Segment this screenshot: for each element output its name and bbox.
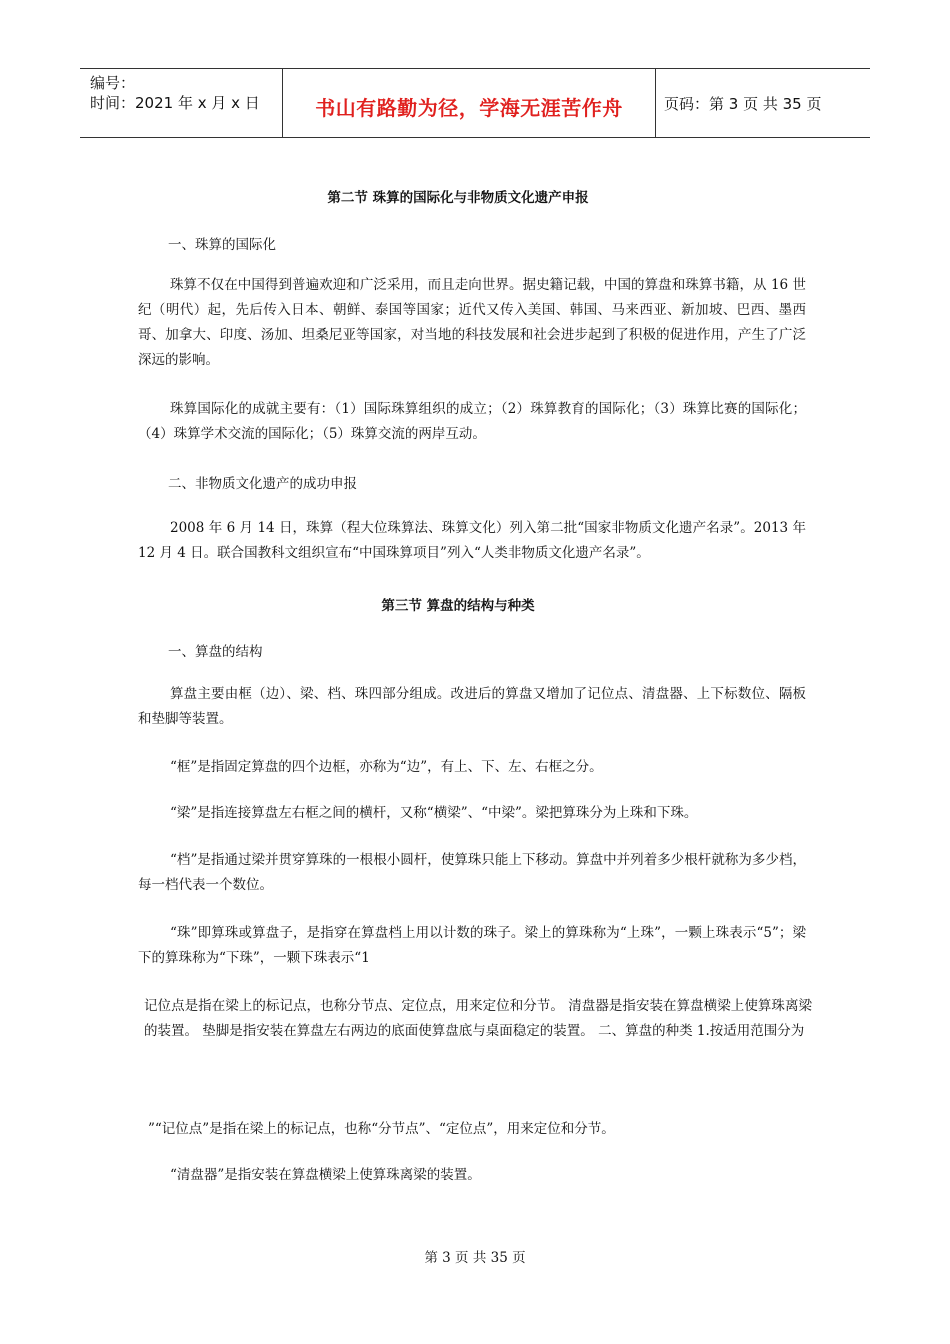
section-2-paragraph-1: 珠算不仅在中国得到普遍欢迎和广泛采用，而且走向世界。据史籍记载，中国的算盘和珠算书籍，从 16 世纪（明代）起，先后传入日本、朝鲜、泰国等国家；近代又传入美国、韩国、马来西亚、新加坡、巴西、墨西哥、加拿大、印度、汤加、坦桑尼亚等国家，对当地的科技发展和社会进步起到了积极的促进作用，产生了广泛深远的影响。 (138, 277, 806, 368)
section-2-paragraph-2: 珠算国际化的成就主要有：（1）国际珠算组织的成立；（2）珠算教育的国际化；（3）珠算比赛的国际化；（4）珠算学术交流的国际化；（5）珠算交流的两岸互动。 (138, 401, 806, 442)
header-page-info (656, 69, 870, 137)
section-3-paragraph-clearer: “清盘器”是指安装在算盘横梁上使算珠离梁的装置。 (170, 1167, 481, 1183)
section-3-paragraph-bead: “珠”即算珠或算盘子，是指穿在算盘档上用以计数的珠子。梁上的算珠称为“上珠”，一颗上珠表示“5”；梁下的算珠称为“下珠”，一颗下珠表示“1 (138, 925, 806, 966)
header-table (80, 68, 870, 138)
section-3-paragraph-marker: ”“记位点”是指在梁上的标记点，也称“分节点”、“定位点”，用来定位和分节。 (148, 1121, 615, 1137)
section-3-paragraph-rod: “档”是指通过梁并贯穿算珠的一根根小圆杆，使算珠只能上下移动。算盘中并列着多少根杆就称为多少档，每一档代表一个数位。 (138, 852, 806, 893)
section-3-paragraph-devices: 记位点是指在梁上的标记点，也称分节点、定位点，用来定位和分节。 清盘器是指安装在算盘横梁上使算珠离梁的装置。 垫脚是指安装在算盘左右两边的底面使算盘底与桌面稳定的装置。 二、算盘的种类 1.按适用范围分为 (144, 998, 812, 1039)
section-2-subheading-1: 一、珠算的国际化 (168, 237, 276, 253)
page-info: 页码：第 3 页 共 35 页 (664, 94, 822, 113)
header-meta (80, 69, 282, 137)
motto: 书山有路勤为径，学海无涯苦作舟 (315, 95, 623, 120)
section-2-subheading-2: 二、非物质文化遗产的成功申报 (168, 476, 357, 492)
section-2-title: 第二节 珠算的国际化与非物质文化遗产申报 (327, 190, 589, 206)
section-3-paragraph-beam: “梁”是指连接算盘左右框之间的横杆，又称“横梁”、“中梁”。梁把算珠分为上珠和下珠。 (170, 805, 698, 821)
section-2-paragraph-3: 2008 年 6 月 14 日，珠算（程大位珠算法、珠算文化）列入第二批“国家非物质文化遗产名录”。2013 年 12 月 4 日。联合国教科文组织宣布“中国珠算项目”列入“人类非物质文化遗产名录”。 (138, 520, 806, 561)
section-3-subheading-1: 一、算盘的结构 (168, 644, 263, 660)
section-3-paragraph-1: 算盘主要由框（边）、梁、档、珠四部分组成。改进后的算盘又增加了记位点、清盘器、上下标数位、隔板和垫脚等装置。 (138, 686, 806, 727)
page-footer: 第 3 页 共 35 页 (424, 1250, 526, 1266)
section-3-paragraph-frame: “框”是指固定算盘的四个边框，亦称为“边”，有上、下、左、右框之分。 (170, 759, 603, 775)
section-3-title: 第三节 算盘的结构与种类 (381, 598, 535, 614)
header-motto-cell (282, 69, 656, 137)
number-label: 编号： (90, 74, 136, 92)
time-label: 时间：2021 年 x 月 x 日 (90, 94, 260, 112)
